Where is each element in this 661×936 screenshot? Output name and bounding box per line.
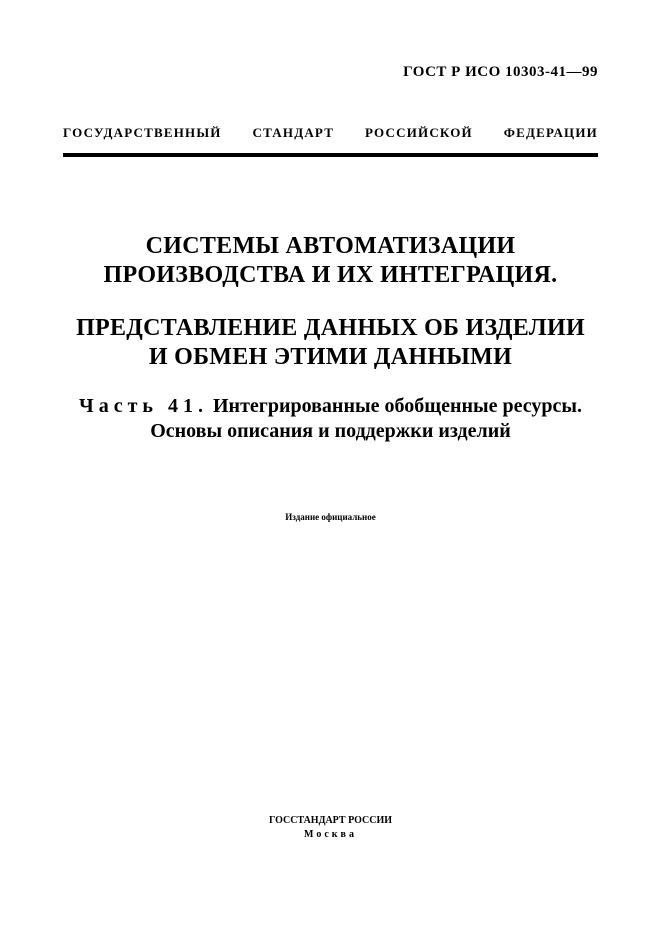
header-word: ФЕДЕРАЦИИ <box>503 125 598 140</box>
publisher-name: ГОССТАНДАРТ РОССИИ <box>268 815 393 826</box>
publisher-city: Москва <box>304 829 357 840</box>
main-title <box>40 232 621 290</box>
main-title-line: СИСТЕМЫ АВТОМАТИЗАЦИИ <box>145 233 516 259</box>
subtitle-line: И ОБМЕН ЭТИМИ ДАННЫМИ <box>148 344 513 370</box>
edition-label: Издание официальное <box>285 512 376 522</box>
document-number: ГОСТ Р ИСО 10303-41—99 <box>403 64 598 80</box>
part-number: Часть 41. <box>79 395 208 417</box>
main-title-line: ПРОИЗВОДСТВА И ИХ ИНТЕГРАЦИЯ. <box>103 262 558 288</box>
subtitle <box>40 314 621 372</box>
part-title <box>40 394 621 444</box>
standard-header <box>63 125 598 141</box>
part-title-line <box>40 394 621 419</box>
header-word: РОССИЙСКОЙ <box>364 125 473 140</box>
subtitle-line: ПРЕДСТАВЛЕНИЕ ДАННЫХ ОБ ИЗДЕЛИИ <box>76 315 585 341</box>
part-title-line: Основы описания и поддержки изделий <box>150 420 511 442</box>
header-divider <box>63 153 598 157</box>
header-word: СТАНДАРТ <box>252 125 335 140</box>
header-word: ГОСУДАРСТВЕННЫЙ <box>63 125 222 140</box>
part-title-text: Интегрированные обобщенные ресурсы. <box>212 395 582 417</box>
publisher-block <box>0 814 661 842</box>
